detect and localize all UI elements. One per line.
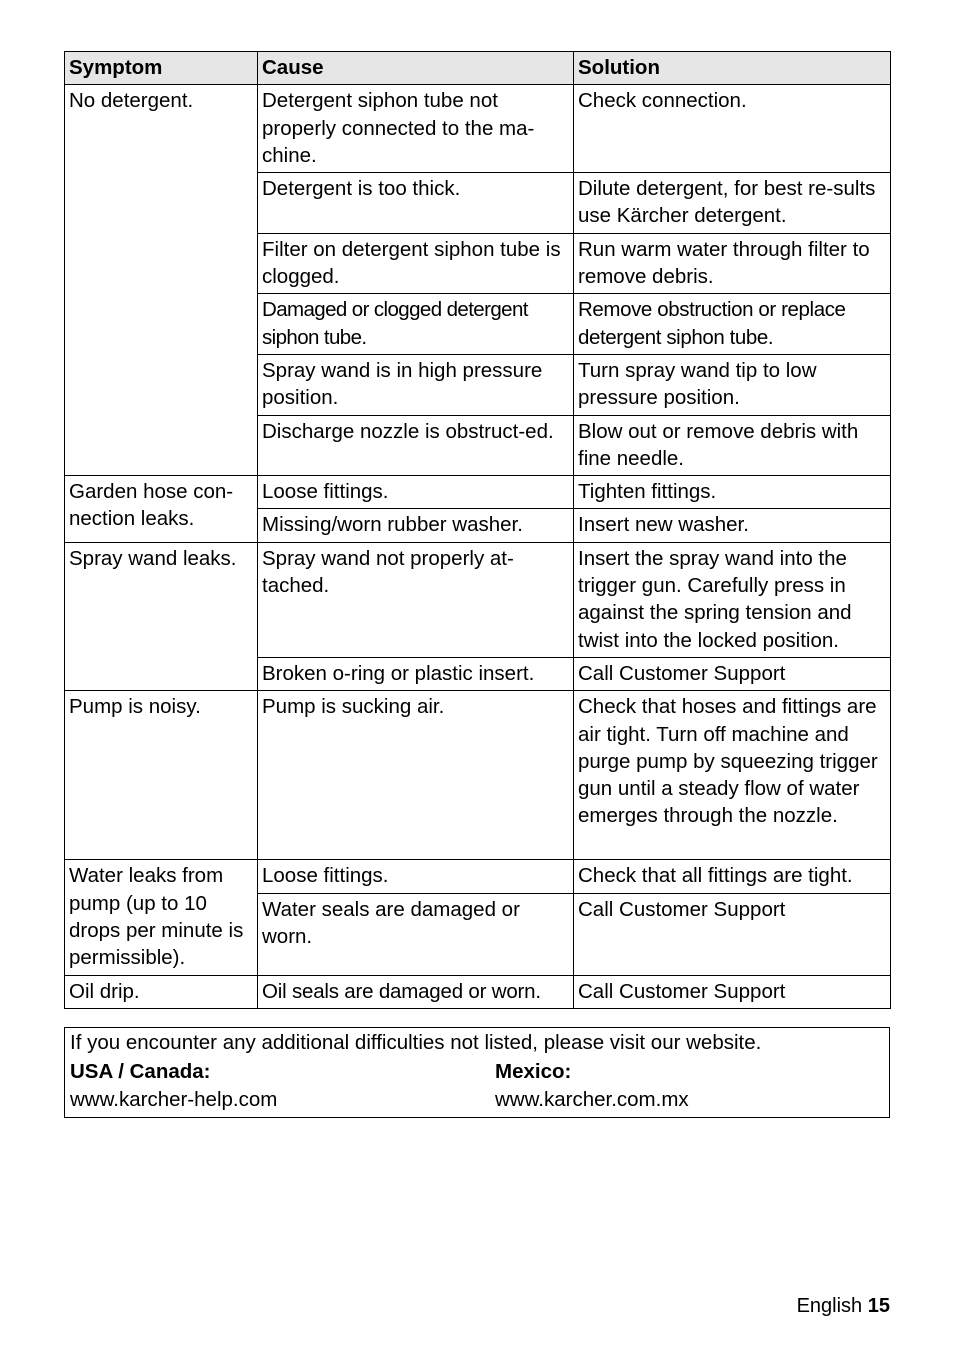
solution-cell: Run warm water through filter to remove debris.: [574, 233, 891, 294]
table-row: [65, 975, 891, 1008]
solution-cell: Tighten fittings.: [574, 476, 891, 509]
cause-cell: Detergent siphon tube not properly connected to the ma-chine.: [258, 85, 574, 173]
header-solution: Solution: [574, 52, 891, 85]
cause-cell: Filter on detergent siphon tube is clogged.: [258, 233, 574, 294]
footer-language: English: [796, 1295, 863, 1317]
cause-cell: Loose fittings.: [258, 860, 574, 893]
symptom-cell: Water leaks from pump (up to 10 drops per minute is permissible).: [65, 860, 258, 975]
cause-cell: Discharge nozzle is obstruct-ed.: [258, 415, 574, 476]
table-row: [65, 860, 891, 893]
cause-cell: Missing/worn rubber washer.: [258, 509, 574, 542]
solution-cell: Insert the spray wand into the trigger gun. Carefully press in against the spring tension and twist into the locked position.: [574, 542, 891, 657]
info-text: If you encounter any additional difficulties not listed, please visit our website.: [70, 1031, 762, 1054]
solution-cell: Call Customer Support: [574, 657, 891, 690]
page-footer: [797, 1295, 890, 1318]
website-info-box: [64, 1027, 890, 1118]
solution-cell: Call Customer Support: [574, 893, 891, 975]
cause-cell: Damaged or clogged detergent siphon tube.: [258, 294, 574, 355]
website-url-usa-canada: www.karcher-help.com: [70, 1088, 278, 1111]
table-row: [65, 542, 891, 657]
table-row: [65, 691, 891, 860]
region-label-mexico: Mexico:: [495, 1060, 572, 1083]
symptom-cell: Pump is noisy.: [65, 691, 258, 860]
solution-cell: Dilute detergent, for best re-sults use Kärcher detergent.: [574, 173, 891, 234]
table-row: [65, 85, 891, 173]
cause-cell: Pump is sucking air.: [258, 691, 574, 860]
cause-cell: Spray wand not properly at-tached.: [258, 542, 574, 657]
solution-cell: Check that hoses and fittings are air tight. Turn off machine and purge pump by squeezing trigger gun until a steady flow of water emerges through the nozzle.: [574, 691, 891, 860]
header-symptom: Symptom: [65, 52, 258, 85]
header-cause: Cause: [258, 52, 574, 85]
solution-cell: Turn spray wand tip to low pressure position.: [574, 354, 891, 415]
solution-cell: Check that all fittings are tight.: [574, 860, 891, 893]
cause-cell: Spray wand is in high pressure position.: [258, 354, 574, 415]
solution-cell: Check connection.: [574, 85, 891, 173]
region-label-usa-canada: USA / Canada:: [70, 1060, 211, 1083]
solution-cell: Blow out or remove debris with fine needle.: [574, 415, 891, 476]
symptom-cell: Spray wand leaks.: [65, 542, 258, 690]
symptom-cell: Oil drip.: [65, 975, 258, 1008]
symptom-cell: Garden hose con-nection leaks.: [65, 476, 258, 543]
cause-cell: Detergent is too thick.: [258, 173, 574, 234]
solution-cell: Remove obstruction or replace detergent siphon tube.: [574, 294, 891, 355]
page-number: 15: [867, 1295, 890, 1317]
website-url-mexico: www.karcher.com.mx: [495, 1088, 689, 1111]
cause-cell: Water seals are damaged or worn.: [258, 893, 574, 975]
solution-cell: Insert new washer.: [574, 509, 891, 542]
cause-cell: Oil seals are damaged or worn.: [258, 975, 574, 1008]
table-header-row: [65, 52, 891, 85]
troubleshooting-table: [64, 51, 891, 1009]
table-row: [65, 476, 891, 509]
cause-cell: Loose fittings.: [258, 476, 574, 509]
cause-cell: Broken o-ring or plastic insert.: [258, 657, 574, 690]
solution-cell: Call Customer Support: [574, 975, 891, 1008]
symptom-cell: No detergent.: [65, 85, 258, 476]
